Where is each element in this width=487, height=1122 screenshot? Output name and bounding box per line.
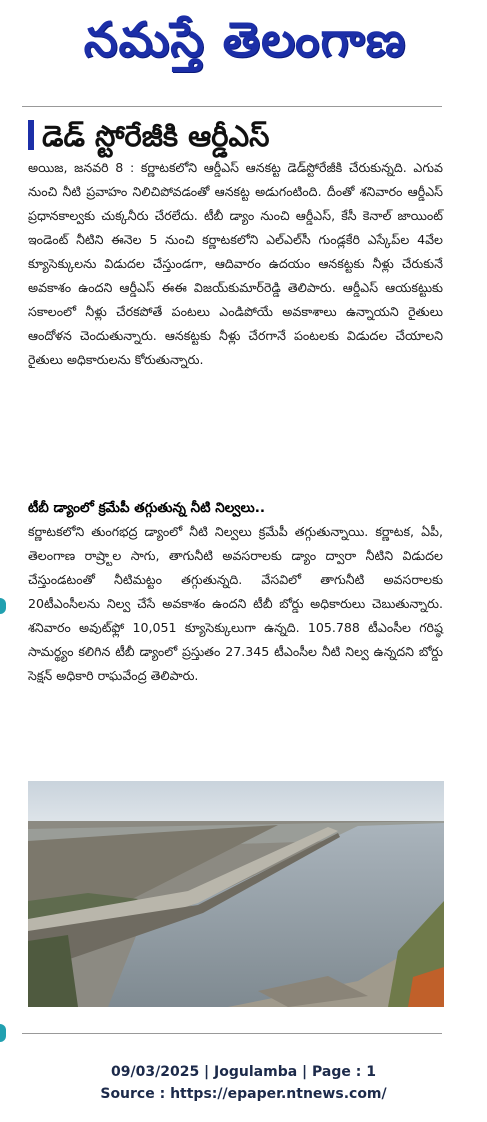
masthead-logo bbox=[30, 4, 460, 76]
page-edge-marker bbox=[0, 598, 6, 614]
headline-accent-bar bbox=[28, 120, 34, 150]
page-edge-marker bbox=[0, 1024, 6, 1042]
article-subheading: టీబీ డ్యాంలో క్రమేపీ తగ్గుతున్న నీటి నిల్వలు.. bbox=[28, 500, 265, 516]
reservoir-photo bbox=[28, 781, 444, 1007]
bottom-divider bbox=[22, 1033, 442, 1034]
masthead-title: నమస్తే తెలంగాణ bbox=[83, 12, 407, 68]
top-divider bbox=[22, 106, 442, 107]
source-link[interactable]: Source : https://epaper.ntnews.com/ bbox=[100, 1086, 387, 1102]
article-headline: డెడ్ స్టోరేజీకి ఆర్డీఎస్ bbox=[42, 119, 270, 153]
edition-info: 09/03/2025 | Jogulamba | Page : 1 bbox=[111, 1064, 376, 1080]
article-paragraph-2: కర్ణాటకలోని తుంగభద్ర డ్యాంలో నీటి నిల్వలు క్రమేపీ తగ్గుతున్నాయి. కర్ణాటక, ఏపీ, తెలంగాణ రాష్ర్టాల సాగు, తాగునీటి అవసరాలకు డ్యాం ద్వారా నీటిని విడుదల చేస్తుండటంతో నీటిమట్టం తగ్గుతున్నది. వేసవిలో తాగునీటి అవసరాలకు 20టీఎంసీలను నిల్వ చేసే అవకాశం ఉందని టీబీ బోర్డు అధికారులు చెబుతున్నారు. శనివారం అవుట్‌ఫ్లో 10,051 క్యూసెక్కులుగా ఉన్నది. 105.788 టీఎంసీల గరిష్ఠ సామర్థ్యం కలిగిన టీబీ డ్యాంలో ప్రస్తుతం 27.345 టీఎంసీల నీటి నిల్వ ఉన్నదని బోర్డు సెక్షన్ అధికారి రాఘవేంద్ర తెలిపారు. bbox=[28, 524, 443, 683]
article-paragraph-1: అయిజ, జనవరి 8 : కర్ణాటకలోని ఆర్డీఎస్ ఆనకట్ట డెడ్‌స్టోరేజీకి చేరుకున్నది. ఎగువ నుంచి నీటి ప్రవాహం నిలిచిపోవడంతో ఆనకట్ట అడుగంటింది. దీంతో శనివారం ఆర్డీఎస్ ప్రధానకాల్వకు చుక్కనీరు చేరలేదు. టీబీ డ్యాం నుంచి ఆర్డీఎస్, కేసీ కెనాల్ జాయింట్ ఇండెంట్ నీటిని ఈనెల 5 నుంచి కర్ణాటకలోని ఎల్ఎల్‌సీ గుండ్లకేరి ఎస్కేప్‌ల 4వేల క్యూసెక్కులను విడుదల చేస్తుండగా, ఆదివారం ఉదయం ఆనకట్టకు నీళ్లు చేరుకునే అవకాశం ఉందని ఆర్డీఎస్ ఈఈ విజయ్‌కుమార్‌రెడ్డి తెలిపారు. ఆర్డీఎస్ ఆయకట్టుకు సకాలంలో నీళ్లు చేరకపోతే పంటలు ఎండిపోయే అవకాశాలు ఉన్నాయని రైతులు ఆందోళన చెందుతున్నారు. ఆనకట్టకు నీళ్లు చేరగానే పంటలకు విడుదల చేయాలని రైతులు అధికారులను కోరుతున్నారు. bbox=[28, 160, 443, 367]
